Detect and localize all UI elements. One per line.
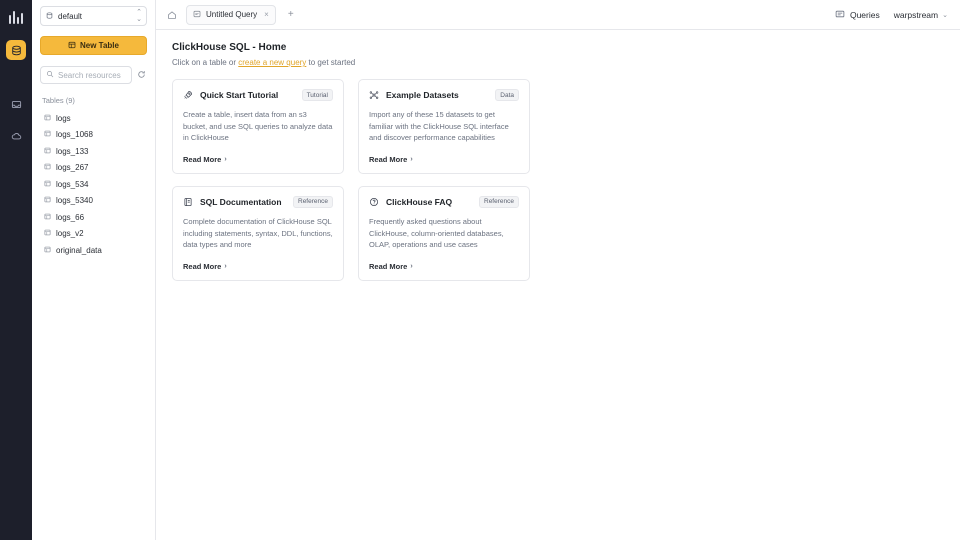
table-list-item-label: logs_1068 bbox=[56, 130, 93, 140]
table-list-item[interactable] bbox=[40, 143, 147, 160]
app-logo bbox=[5, 6, 27, 28]
chevron-right-icon: › bbox=[410, 155, 413, 163]
app-rail bbox=[0, 0, 32, 540]
card-badge: Reference bbox=[479, 196, 519, 208]
home-icon[interactable] bbox=[164, 7, 180, 23]
table-icon bbox=[44, 246, 51, 255]
table-list-item[interactable] bbox=[40, 209, 147, 226]
chevron-right-icon: › bbox=[224, 262, 227, 270]
tabs-area bbox=[156, 0, 299, 29]
table-list-item-label: logs_v2 bbox=[56, 229, 84, 239]
search-row bbox=[40, 66, 147, 84]
book-icon bbox=[183, 197, 194, 207]
read-more-link[interactable] bbox=[369, 262, 519, 271]
table-list-item-label: logs_534 bbox=[56, 179, 89, 189]
table-list-item-label: logs_133 bbox=[56, 146, 89, 156]
card-sql-documentation[interactable] bbox=[172, 186, 344, 281]
read-more-label: Read More bbox=[369, 261, 408, 271]
table-icon bbox=[44, 180, 51, 189]
table-list-item-label: logs bbox=[56, 113, 71, 123]
table-list-item-label: logs_66 bbox=[56, 212, 85, 222]
card-title: Example Datasets bbox=[386, 90, 459, 100]
read-more-link[interactable] bbox=[183, 262, 333, 271]
card-body: Frequently asked questions about ClickHouse, column-oriented databases, OLAP, operations and use cases bbox=[369, 216, 504, 250]
logo-bars bbox=[9, 11, 23, 24]
database-selector[interactable] bbox=[40, 6, 147, 26]
table-list-item-label: original_data bbox=[56, 245, 102, 255]
table-list-item-label: logs_5340 bbox=[56, 196, 93, 206]
query-icon bbox=[193, 10, 201, 20]
table-list-item-label: logs_267 bbox=[56, 163, 89, 173]
main-area bbox=[156, 0, 960, 540]
card-clickhouse-faq[interactable] bbox=[358, 186, 530, 281]
question-icon bbox=[369, 197, 380, 207]
chevron-updown-icon: ⌃ ⌄ bbox=[136, 9, 141, 23]
card-header bbox=[183, 89, 333, 101]
table-list-item[interactable] bbox=[40, 242, 147, 259]
read-more-label: Read More bbox=[369, 154, 408, 164]
card-body: Import any of these 15 datasets to get familiar with the ClickHouse SQL interface and discover performance capabilities bbox=[369, 110, 509, 143]
table-list bbox=[40, 110, 147, 259]
page-subtitle-prefix: Click on a table or bbox=[172, 58, 239, 67]
card-header bbox=[369, 196, 519, 208]
table-icon bbox=[44, 229, 51, 238]
content-area bbox=[156, 30, 960, 281]
table-icon bbox=[44, 130, 51, 139]
read-more-link[interactable] bbox=[369, 155, 519, 164]
card-header bbox=[183, 196, 333, 208]
chevron-down-icon: ⌄ bbox=[942, 11, 948, 19]
card-title: SQL Documentation bbox=[200, 196, 282, 207]
topbar bbox=[156, 0, 960, 30]
card-body: Create a table, insert data from an s3 bucket, and use SQL queries to analyze data in ClickHouse bbox=[183, 110, 333, 143]
table-icon bbox=[44, 163, 51, 172]
card-body: Complete documentation of ClickHouse SQL including statements, syntax, DDL, functions, data types and more bbox=[183, 216, 333, 250]
new-table-button-label: New Table bbox=[80, 41, 119, 50]
database-icon bbox=[46, 12, 53, 21]
page-subtitle bbox=[172, 58, 944, 67]
read-more-label: Read More bbox=[183, 261, 222, 271]
refresh-icon[interactable] bbox=[136, 70, 147, 81]
card-badge: Reference bbox=[293, 196, 333, 208]
table-list-item[interactable] bbox=[40, 127, 147, 144]
table-icon bbox=[44, 114, 51, 123]
rail-icon-database[interactable] bbox=[6, 40, 26, 60]
card-title: Quick Start Tutorial bbox=[200, 90, 279, 100]
table-list-item[interactable] bbox=[40, 226, 147, 243]
close-icon[interactable]: × bbox=[264, 10, 269, 19]
sidebar bbox=[32, 0, 156, 540]
page-subtitle-suffix: to get started bbox=[306, 58, 356, 67]
queries-button-label: Queries bbox=[849, 9, 880, 20]
read-more-label: Read More bbox=[183, 154, 222, 164]
rail-icon-inbox[interactable] bbox=[6, 94, 26, 114]
card-title: ClickHouse FAQ bbox=[386, 196, 453, 207]
rocket-icon bbox=[183, 90, 194, 100]
table-list-item[interactable] bbox=[40, 176, 147, 193]
chevron-right-icon: › bbox=[224, 155, 227, 163]
table-list-item[interactable] bbox=[40, 110, 147, 127]
table-list-item[interactable] bbox=[40, 193, 147, 210]
rail-icon-cloud[interactable] bbox=[6, 126, 26, 146]
card-header bbox=[369, 89, 519, 101]
read-more-link[interactable] bbox=[183, 155, 333, 164]
create-new-query-link[interactable]: create a new query bbox=[238, 58, 307, 67]
chevron-right-icon: › bbox=[410, 262, 413, 270]
card-quick-start-tutorial[interactable] bbox=[172, 79, 344, 174]
account-menu[interactable] bbox=[894, 10, 948, 20]
tab-label: Untitled Query bbox=[206, 10, 258, 19]
topbar-right bbox=[835, 0, 960, 29]
search-icon bbox=[46, 70, 54, 80]
dataset-icon bbox=[369, 90, 380, 100]
table-icon bbox=[44, 147, 51, 156]
queries-button[interactable] bbox=[835, 9, 880, 21]
search-input[interactable] bbox=[58, 71, 126, 80]
table-icon bbox=[44, 196, 51, 205]
search-box[interactable] bbox=[40, 66, 132, 84]
new-table-button[interactable] bbox=[40, 36, 147, 55]
database-selector-label: default bbox=[58, 11, 83, 21]
info-cards bbox=[172, 79, 532, 281]
add-tab-button[interactable]: + bbox=[287, 9, 294, 20]
table-icon bbox=[44, 213, 51, 222]
account-label: warpstream bbox=[893, 9, 939, 20]
card-badge: Data bbox=[495, 89, 519, 101]
page-title: ClickHouse SQL - Home bbox=[172, 42, 287, 53]
card-badge: Tutorial bbox=[302, 89, 333, 101]
tab-untitled-query[interactable] bbox=[186, 5, 276, 25]
card-example-datasets[interactable] bbox=[358, 79, 530, 174]
tables-header: Tables (9) bbox=[42, 96, 75, 105]
table-plus-icon bbox=[68, 41, 76, 51]
queries-icon bbox=[835, 9, 845, 21]
table-list-item[interactable] bbox=[40, 160, 147, 177]
